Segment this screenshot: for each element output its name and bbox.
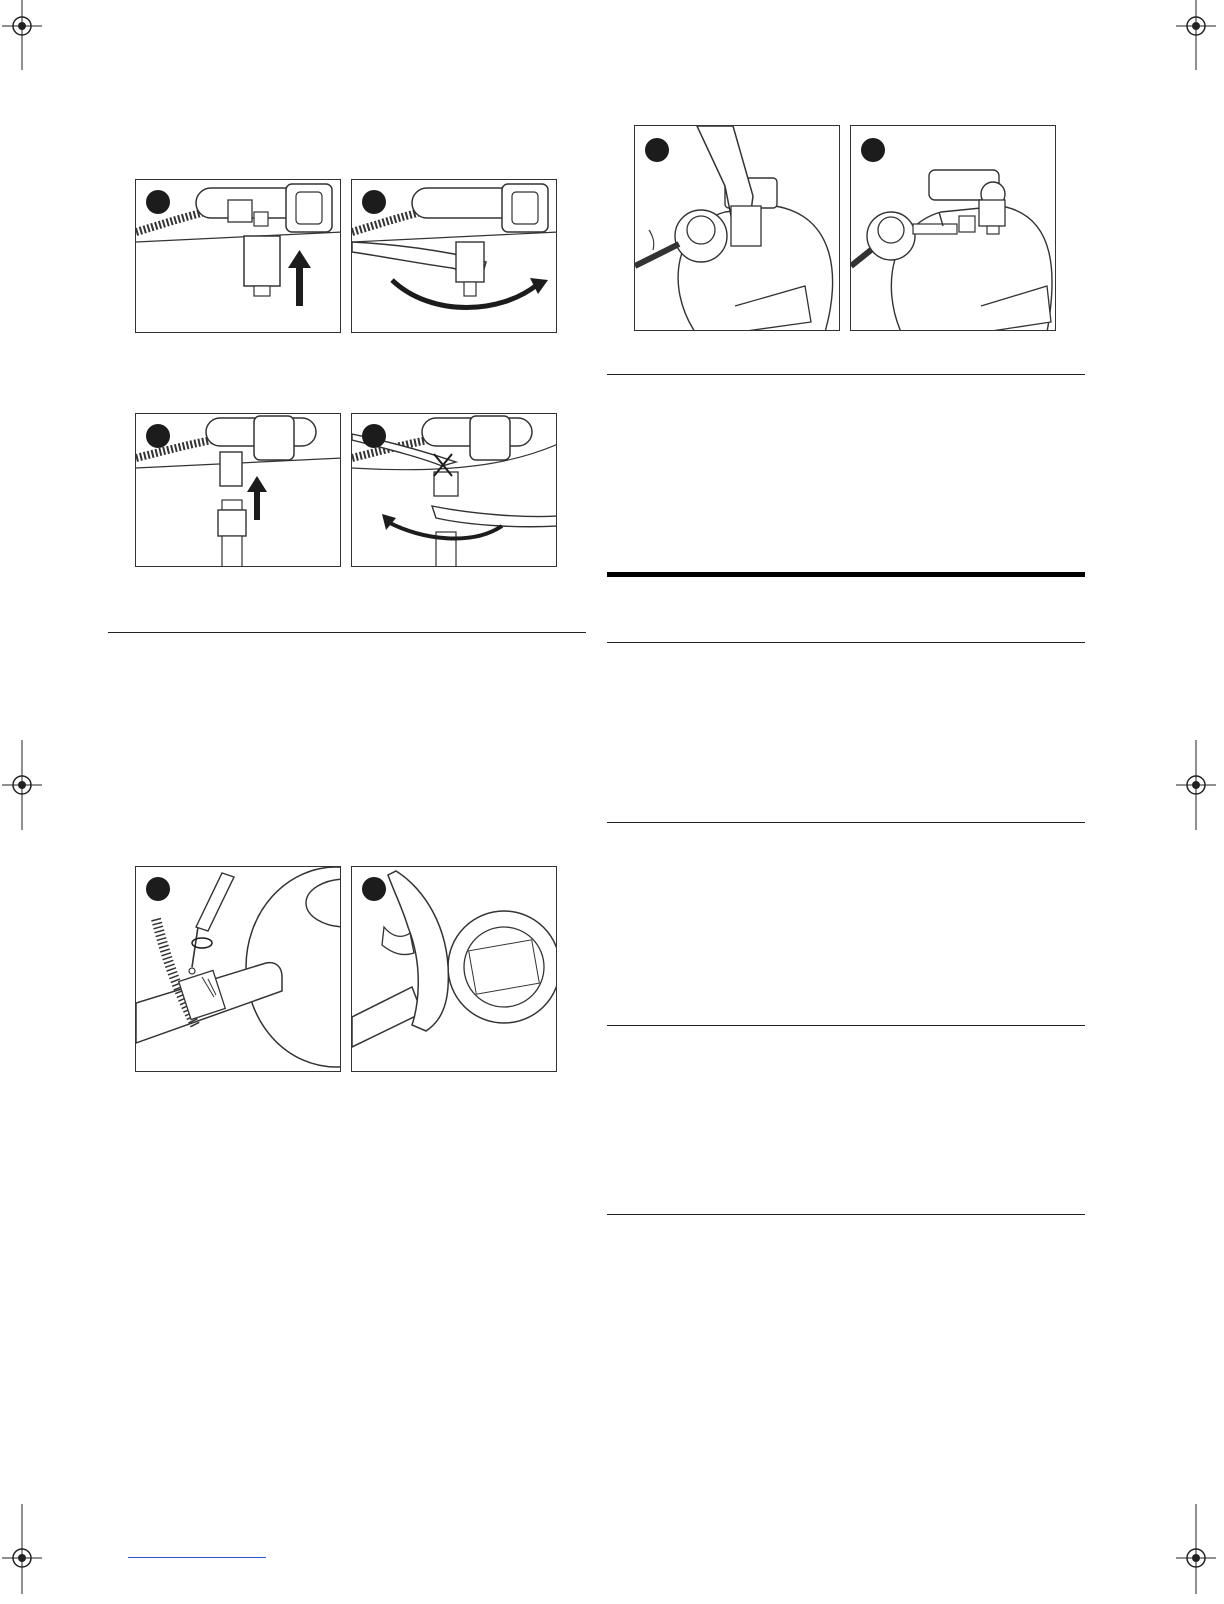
section-divider-rule	[607, 822, 1085, 823]
step-number-marker	[645, 138, 669, 162]
step-number-marker	[362, 424, 386, 448]
figure-connector-push	[135, 413, 341, 567]
step-number-marker	[146, 424, 170, 448]
step-number-marker	[146, 877, 170, 901]
figure-adapter-push	[135, 179, 341, 333]
section-heading-bar	[607, 572, 1085, 577]
step-number-marker	[362, 190, 386, 214]
figure-hose-clamp-screwdriver	[135, 866, 341, 1072]
registration-mark-mid-right	[1176, 730, 1216, 840]
figure-two-wrenches	[351, 413, 557, 567]
registration-mark-mid-left	[2, 730, 42, 840]
figure-cylinder-regulator	[850, 125, 1056, 331]
section-divider-rule	[607, 1214, 1085, 1215]
footer-link-underline	[128, 1557, 266, 1558]
section-divider-rule	[607, 1025, 1085, 1026]
section-divider-rule	[108, 632, 586, 633]
registration-mark-top-left	[2, 0, 42, 70]
registration-mark-bottom-left	[2, 1494, 42, 1604]
step-number-marker	[146, 190, 170, 214]
section-divider-rule	[607, 374, 1085, 375]
figure-cylinder-wrench	[634, 125, 840, 331]
registration-mark-bottom-right	[1176, 1494, 1216, 1604]
step-number-marker	[861, 138, 885, 162]
step-number-marker	[362, 877, 386, 901]
figure-wrench-tighten	[351, 179, 557, 333]
figure-wrench-on-outlet	[351, 866, 557, 1072]
registration-mark-top-right	[1176, 0, 1216, 70]
section-divider-rule	[607, 642, 1085, 643]
